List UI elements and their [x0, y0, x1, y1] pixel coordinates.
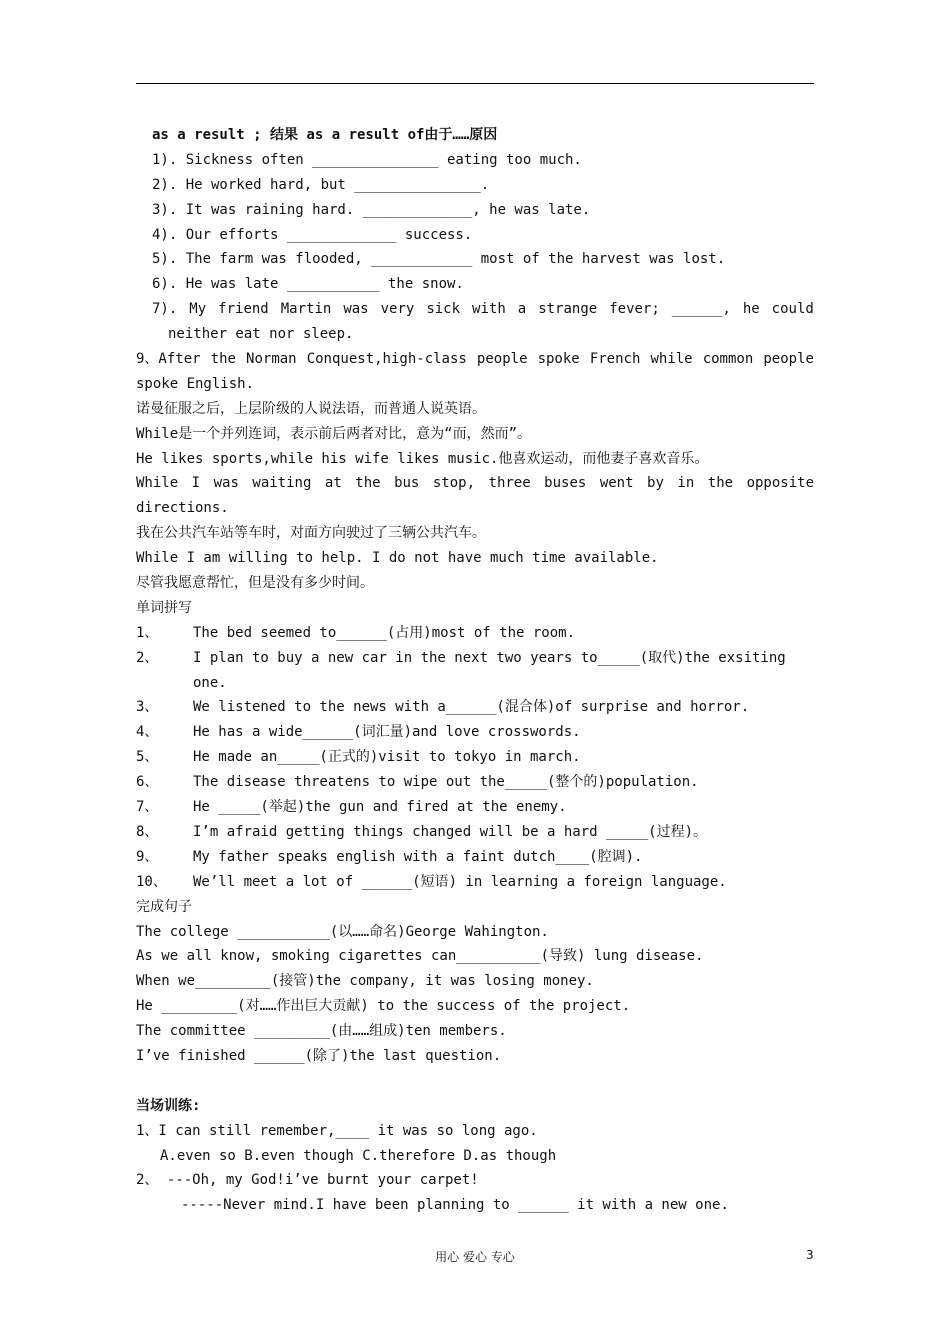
section-title-spelling: 单词拼写 [136, 599, 192, 616]
section-title-complete: 完成句子 [136, 898, 192, 915]
exercise-item-7-cont: neither eat nor sleep. [168, 326, 354, 343]
practice-question: 1、I can still remember,____ it was so long ago. [136, 1122, 538, 1139]
spelling-item: 3、 We listened to the news with a______(混合体)of surprise and horror. [136, 699, 750, 716]
spelling-item: 5、 He made an_____(正式的)visit to tokyo in march. [136, 749, 581, 766]
while-definition: While是一个并列连词，表示前后两者对比，意为“而，然而”。 [136, 425, 531, 442]
complete-item: The committee _________(由……组成)ten members. [136, 1023, 507, 1040]
header-rule [136, 83, 814, 84]
practice-options: A.even so B.even though C.therefore D.as though [160, 1147, 557, 1164]
footer-text: 用心 爱心 专心 [435, 1250, 515, 1264]
spelling-item: 6、 The disease threatens to wipe out the_____(整个的)population. [136, 774, 699, 791]
point-9-cont: spoke English. [136, 375, 255, 392]
complete-item: The college ___________(以……命名)George Wahington. [136, 923, 549, 940]
point-9-translation: 诺曼征服之后，上层阶级的人说法语，而普通人说英语。 [136, 400, 486, 417]
example-translation: 尽管我愿意帮忙，但是没有多少时间。 [136, 575, 374, 592]
spelling-item: 4、 He has a wide______(词汇量)and love crosswords. [136, 724, 581, 741]
spelling-item: 1、 The bed seemed to______(占用)most of the room. [136, 624, 576, 641]
exercise-item: 4). Our efforts _____________ success. [152, 226, 473, 243]
example-translation: 我在公共汽车站等车时，对面方向驶过了三辆公共汽车。 [136, 525, 486, 542]
spelling-item-cont: one. [193, 674, 227, 691]
section-title-practice: 当场训练: [136, 1097, 201, 1114]
example-sentence: While I am willing to help. I do not have much time available. [136, 550, 659, 567]
spelling-item: 9、 My father speaks english with a faint dutch____(腔调). [136, 848, 643, 865]
practice-reply: -----Never mind.I have been planning to ______ it with a new one. [181, 1197, 729, 1214]
exercise-item: 2). He worked hard, but _______________. [152, 176, 490, 193]
example-sentence: While I was waiting at the bus stop, three buses went by in the opposite [136, 475, 814, 492]
page-number: 3 [806, 1248, 814, 1262]
complete-item: When we_________(接管)the company, it was losing money. [136, 973, 594, 990]
exercise-item-7: 7). My friend Martin was very sick with a strange fever; ______, he could [152, 301, 814, 318]
practice-question: 2、 ---Oh, my God!i’ve burnt your carpet! [136, 1172, 479, 1189]
spelling-item: 7、 He _____(举起)the gun and fired at the enemy. [136, 799, 567, 816]
exercise-item: 3). It was raining hard. _____________, he was late. [152, 201, 591, 218]
example-sentence: He likes sports,while his wife likes music.他喜欢运动，而他妻子喜欢音乐。 [136, 450, 709, 467]
complete-item: I’ve finished ______(除了)the last question. [136, 1047, 502, 1064]
spelling-item: 8、 I’m afraid getting things changed will be a hard _____(过程)。 [136, 823, 708, 840]
complete-item: He _________(对……作出巨大贡献) to the success of the project. [136, 998, 631, 1015]
complete-item: As we all know, smoking cigarettes can__________(导致) lung disease. [136, 948, 704, 965]
document-body [136, 123, 814, 1218]
point-9: 9、After the Norman Conquest,high-class people spoke French while common people [136, 351, 814, 368]
exercise-item: 6). He was late ___________ the snow. [152, 276, 464, 293]
exercise-item: 1). Sickness often _______________ eating too much. [152, 151, 582, 168]
exercise-item: 5). The farm was flooded, ____________ most of the harvest was lost. [152, 251, 726, 268]
phrase-header: as a result ; 结果 as a result of由于……原因 [152, 127, 498, 143]
blank-line [136, 1069, 814, 1094]
spelling-item: 2、 I plan to buy a new car in the next two years to_____(取代)the exsiting [136, 649, 786, 666]
example-sentence-cont: directions. [136, 500, 229, 517]
spelling-item: 10、 We’ll meet a lot of ______(短语) in learning a foreign language. [136, 873, 727, 890]
